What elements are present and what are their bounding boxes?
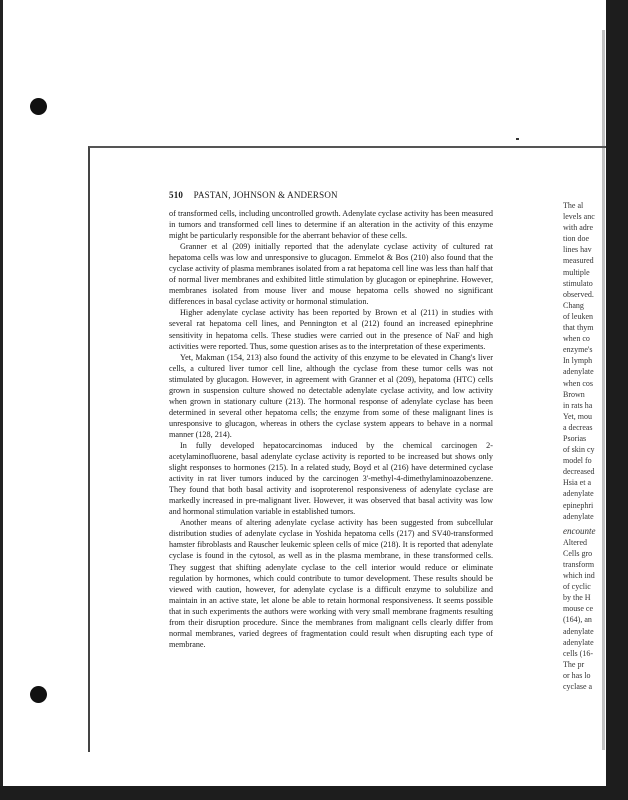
article-body bbox=[169, 208, 493, 650]
paragraph: Granner et al (209) initially reported that the adenylate cyclase activity of cultured rat hepatoma cells was low and unresponsive to glucagon. Emmelot & Bos (210) also found that the cyclase activity of plasma membranes isolated from a rat hepatoma cell line was less than half that of normal liver membranes and exhibited little stimulation by glucagon or epinephrine. However, membranes isolated from mouse liver and mouse hepatoma cells showed no significant differences in basal cyclase activity or hormonal stimulation. bbox=[169, 242, 493, 307]
fragment-line: adenylate bbox=[563, 489, 594, 499]
paragraph: In fully developed hepatocarcinomas induced by the chemical carcinogen 2-acetylaminofluorene, basal adenylate cyclase activity is reported to be increased but shows only slight responses to hormones (215). In a related study, Boyd et al (216) have determined cyclase activity in rat liver tumors induced by the carcinogen 3'-methyl-4-dimethylaminoazobenzene. They found that both basal activity and isoproterenol responsiveness of adenylate cyclase are markedly increased in pre-malignant liver. However, it was observed that basal activity was low and hormonal stimulation variable in established tumors. bbox=[169, 440, 493, 517]
paragraph: Another means of altering adenylate cyclase activity has been suggested from subcellular distribution studies of adenylate cyclase in Yoshida hepatoma cells (217) and SV40-transformed hamster fibroblasts and Rauscher leukemic spleen cells of mice (218). It is reported that adenylate cyclase is found in the cytosol, as well as in the plasma membrane, in these transformed cells. They suggest that shifting adenylate cyclase to the cell interior would reduce or eliminate regulation by hormones, which could contribute to tumor development. These results should be viewed with caution, however, for adenylate cyclase is a difficult enzyme to solubilize and maintain in an active state, let alone be able to retain hormonal responsiveness. It seems possible that in such experiments the authors were working with very small membrane fragments resulting from their disruption procedure. Since the membranes from malignant cells clearly differ from normal membranes, varied degrees of fragmentation could result when disrupting each type of membrane. bbox=[169, 518, 493, 649]
running-header bbox=[169, 190, 338, 200]
fragment-line: Hsia et a bbox=[563, 478, 591, 488]
fragment-line: cells (16- bbox=[563, 648, 593, 658]
binder-hole-top bbox=[30, 98, 47, 115]
fragment-line: levels anc bbox=[563, 212, 595, 222]
fragment-line: Altered bbox=[563, 537, 587, 547]
fragment-line: adenylate bbox=[563, 367, 594, 377]
fragment-line: mouse ce bbox=[563, 604, 593, 614]
facing-page-fragments bbox=[563, 200, 603, 692]
fragment-line: observed. bbox=[563, 289, 594, 299]
fragment-line: Chang bbox=[563, 300, 584, 310]
fragment-line: Psorias bbox=[563, 433, 587, 443]
fragment-line: of cyclic bbox=[563, 582, 591, 592]
fragment-line: of leuken bbox=[563, 311, 593, 321]
paragraph: Yet, Makman (154, 213) also found the activity of this enzyme to be elevated in Chang's liver cells, a cultured liver tumor cell line, although the cyclase from these tumor cells was not stimulated by glucagon. However, in agreement with Granner et al (209), hepatoma (HTC) cells grown in suspension culture showed no detectable adenylate cyclase activity, and low activity when grown in stationary culture (213). The hormonal response of adenylate cyclase has been determined in several other hepatoma cells; the enzyme from some of these malignant lines is unresponsive to glucagon, whereas in others the cyclase system appears to behave in a normal manner (128, 214). bbox=[169, 352, 493, 439]
scan-speck bbox=[516, 138, 519, 140]
fragment-line: of skin cy bbox=[563, 445, 595, 455]
fragment-line: model fo bbox=[563, 456, 592, 466]
fragment-line: adenylate bbox=[563, 637, 594, 647]
fragment-line: in rats ha bbox=[563, 400, 593, 410]
fragment-line: measured bbox=[563, 256, 594, 266]
fragment-line: a decreas bbox=[563, 422, 593, 432]
fragment-line: with adre bbox=[563, 223, 593, 233]
fragment-line: Brown bbox=[563, 389, 585, 399]
fragment-line: that thym bbox=[563, 323, 594, 333]
fragment-line: epinephri bbox=[563, 500, 594, 510]
fragment-line: lines hav bbox=[563, 245, 592, 255]
fragment-line: adenylate bbox=[563, 626, 594, 636]
fragment-line: tion doe bbox=[563, 234, 589, 244]
page-number: 510 bbox=[169, 190, 184, 200]
binder-hole-bottom bbox=[30, 686, 47, 703]
scan-border-bottom bbox=[0, 786, 628, 800]
paragraph: Higher adenylate cyclase activity has been reported by Brown et al (211) in studies with several rat hepatoma cell lines, and Pennington et al (212) found an increased epinephrine sensitivity in hepatoma cells. These studies were carried out in the presence of NaF and high activities were reported. Thus, some question arises as to the interpretation of these experiments. bbox=[169, 308, 493, 351]
fragment-line: when cos bbox=[563, 378, 593, 388]
scan-border-right bbox=[606, 0, 628, 800]
fragment-line: by the H bbox=[563, 593, 591, 603]
author-line: PASTAN, JOHNSON & ANDERSON bbox=[193, 190, 338, 200]
fragment-line: The pr bbox=[563, 659, 585, 669]
fragment-line: The al bbox=[563, 201, 584, 210]
paragraph: of transformed cells, including uncontrolled growth. Adenylate cyclase activity has been measured in tumors and transformed cell lines to determine if an alteration in the activity of this enzyme might be particularly responsible for the aberrant behavior of these cells. bbox=[169, 209, 493, 241]
fragment-line: (164), an bbox=[563, 615, 592, 625]
fragment-line: when co bbox=[563, 334, 590, 344]
fragment-line: stimulato bbox=[563, 278, 593, 288]
fragment-heading: encounte bbox=[563, 525, 596, 536]
scan-border-left bbox=[0, 0, 3, 800]
fragment-line: decreased bbox=[563, 467, 595, 477]
fragment-line: In lymph bbox=[563, 356, 593, 366]
fragment-line: enzyme's bbox=[563, 345, 593, 355]
fragment-line: cyclase a bbox=[563, 682, 593, 692]
fragment-line: Yet, mou bbox=[563, 411, 592, 421]
fragment-line: transform bbox=[563, 560, 595, 569]
fragment-line: Cells gro bbox=[563, 548, 593, 558]
fragment-line: adenylate bbox=[563, 511, 594, 521]
fragment-line: or has lo bbox=[563, 670, 591, 680]
fragment-line: multiple bbox=[563, 267, 590, 277]
fragment-line: which ind bbox=[563, 571, 595, 581]
